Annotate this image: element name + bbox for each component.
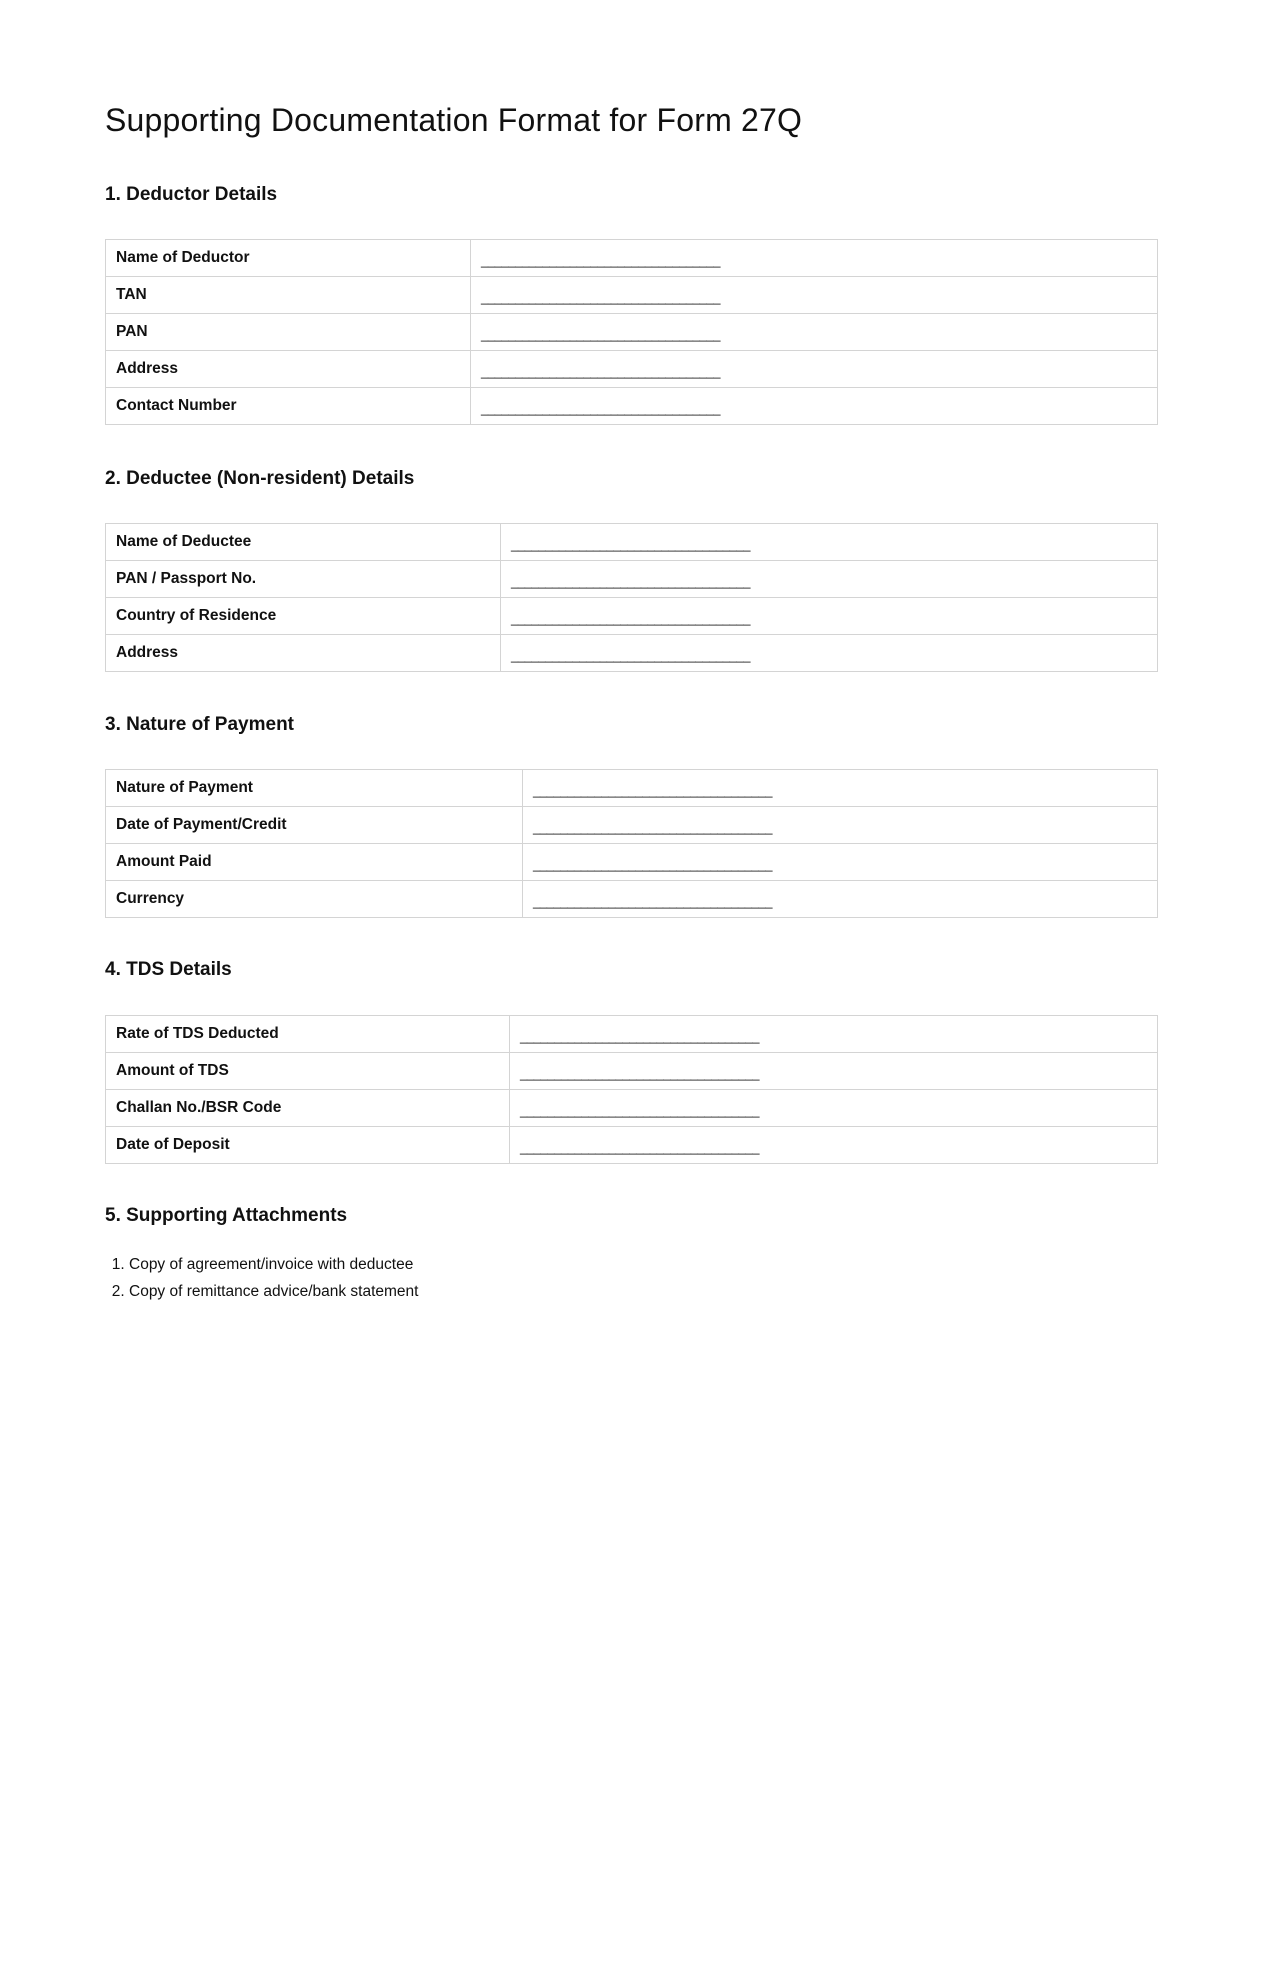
blank-line: ___________________________________ <box>533 783 773 798</box>
field-label: Amount Paid <box>106 844 523 881</box>
deductor-details-table <box>105 239 1158 425</box>
blank-line: ___________________________________ <box>520 1103 760 1118</box>
table-row <box>106 1090 1158 1127</box>
date-of-payment-field[interactable] <box>523 807 1158 844</box>
currency-field[interactable] <box>523 881 1158 918</box>
list-item: 1. Copy of agreement/invoice with deductee <box>129 1251 418 1278</box>
tds-details-table <box>105 1015 1158 1164</box>
blank-line: ___________________________________ <box>533 820 773 835</box>
table-row <box>106 561 1158 598</box>
list-item: 2. Copy of remittance advice/bank statement <box>129 1278 418 1305</box>
blank-line: ___________________________________ <box>520 1066 760 1081</box>
blank-line: ___________________________________ <box>520 1140 760 1155</box>
table-row <box>106 351 1158 388</box>
table-row <box>106 240 1158 277</box>
field-label: Name of Deductor <box>106 240 471 277</box>
blank-line: ___________________________________ <box>481 364 721 379</box>
field-label: Date of Payment/Credit <box>106 807 523 844</box>
field-label: Currency <box>106 881 523 918</box>
deductee-details-table <box>105 523 1158 672</box>
deductor-address-field[interactable] <box>471 351 1158 388</box>
field-label: Name of Deductee <box>106 524 501 561</box>
deductee-address-field[interactable] <box>501 635 1158 672</box>
tan-field[interactable] <box>471 277 1158 314</box>
country-of-residence-field[interactable] <box>501 598 1158 635</box>
field-label: Rate of TDS Deducted <box>106 1016 510 1053</box>
table-row <box>106 277 1158 314</box>
field-label: Address <box>106 351 471 388</box>
payment-details-table <box>105 769 1158 918</box>
field-label: Date of Deposit <box>106 1127 510 1164</box>
pan-passport-field[interactable] <box>501 561 1158 598</box>
page-title: Supporting Documentation Format for Form 27Q <box>105 102 803 138</box>
field-label: PAN / Passport No. <box>106 561 501 598</box>
table-row <box>106 844 1158 881</box>
blank-line: ___________________________________ <box>511 611 751 626</box>
blank-line: ___________________________________ <box>533 857 773 872</box>
table-row <box>106 881 1158 918</box>
rate-of-tds-field[interactable] <box>510 1016 1158 1053</box>
blank-line: ___________________________________ <box>511 648 751 663</box>
name-of-deductor-field[interactable] <box>471 240 1158 277</box>
section-heading-tds: 4. TDS Details <box>105 959 232 980</box>
table-row <box>106 1127 1158 1164</box>
nature-of-payment-field[interactable] <box>523 770 1158 807</box>
name-of-deductee-field[interactable] <box>501 524 1158 561</box>
field-label: Country of Residence <box>106 598 501 635</box>
amount-paid-field[interactable] <box>523 844 1158 881</box>
table-row <box>106 807 1158 844</box>
table-row <box>106 1016 1158 1053</box>
blank-line: ___________________________________ <box>520 1029 760 1044</box>
field-label: PAN <box>106 314 471 351</box>
attachments-list <box>105 1251 418 1305</box>
section-heading-deductor: 1. Deductor Details <box>105 184 278 205</box>
table-row <box>106 635 1158 672</box>
table-row <box>106 770 1158 807</box>
blank-line: ___________________________________ <box>511 537 751 552</box>
blank-line: ___________________________________ <box>481 290 721 305</box>
field-label: Challan No./BSR Code <box>106 1090 510 1127</box>
blank-line: ___________________________________ <box>481 327 721 342</box>
blank-line: ___________________________________ <box>481 401 721 416</box>
date-of-deposit-field[interactable] <box>510 1127 1158 1164</box>
challan-bsr-code-field[interactable] <box>510 1090 1158 1127</box>
pan-field[interactable] <box>471 314 1158 351</box>
table-row <box>106 1053 1158 1090</box>
field-label: Nature of Payment <box>106 770 523 807</box>
blank-line: ___________________________________ <box>481 253 721 268</box>
amount-of-tds-field[interactable] <box>510 1053 1158 1090</box>
blank-line: ___________________________________ <box>511 574 751 589</box>
field-label: Contact Number <box>106 388 471 425</box>
contact-number-field[interactable] <box>471 388 1158 425</box>
blank-line: ___________________________________ <box>533 894 773 909</box>
field-label: TAN <box>106 277 471 314</box>
section-heading-payment: 3. Nature of Payment <box>105 714 294 735</box>
table-row <box>106 524 1158 561</box>
field-label: Amount of TDS <box>106 1053 510 1090</box>
field-label: Address <box>106 635 501 672</box>
table-row <box>106 388 1158 425</box>
table-row <box>106 598 1158 635</box>
section-heading-attachments: 5. Supporting Attachments <box>105 1205 348 1226</box>
table-row <box>106 314 1158 351</box>
section-heading-deductee: 2. Deductee (Non-resident) Details <box>105 468 415 489</box>
